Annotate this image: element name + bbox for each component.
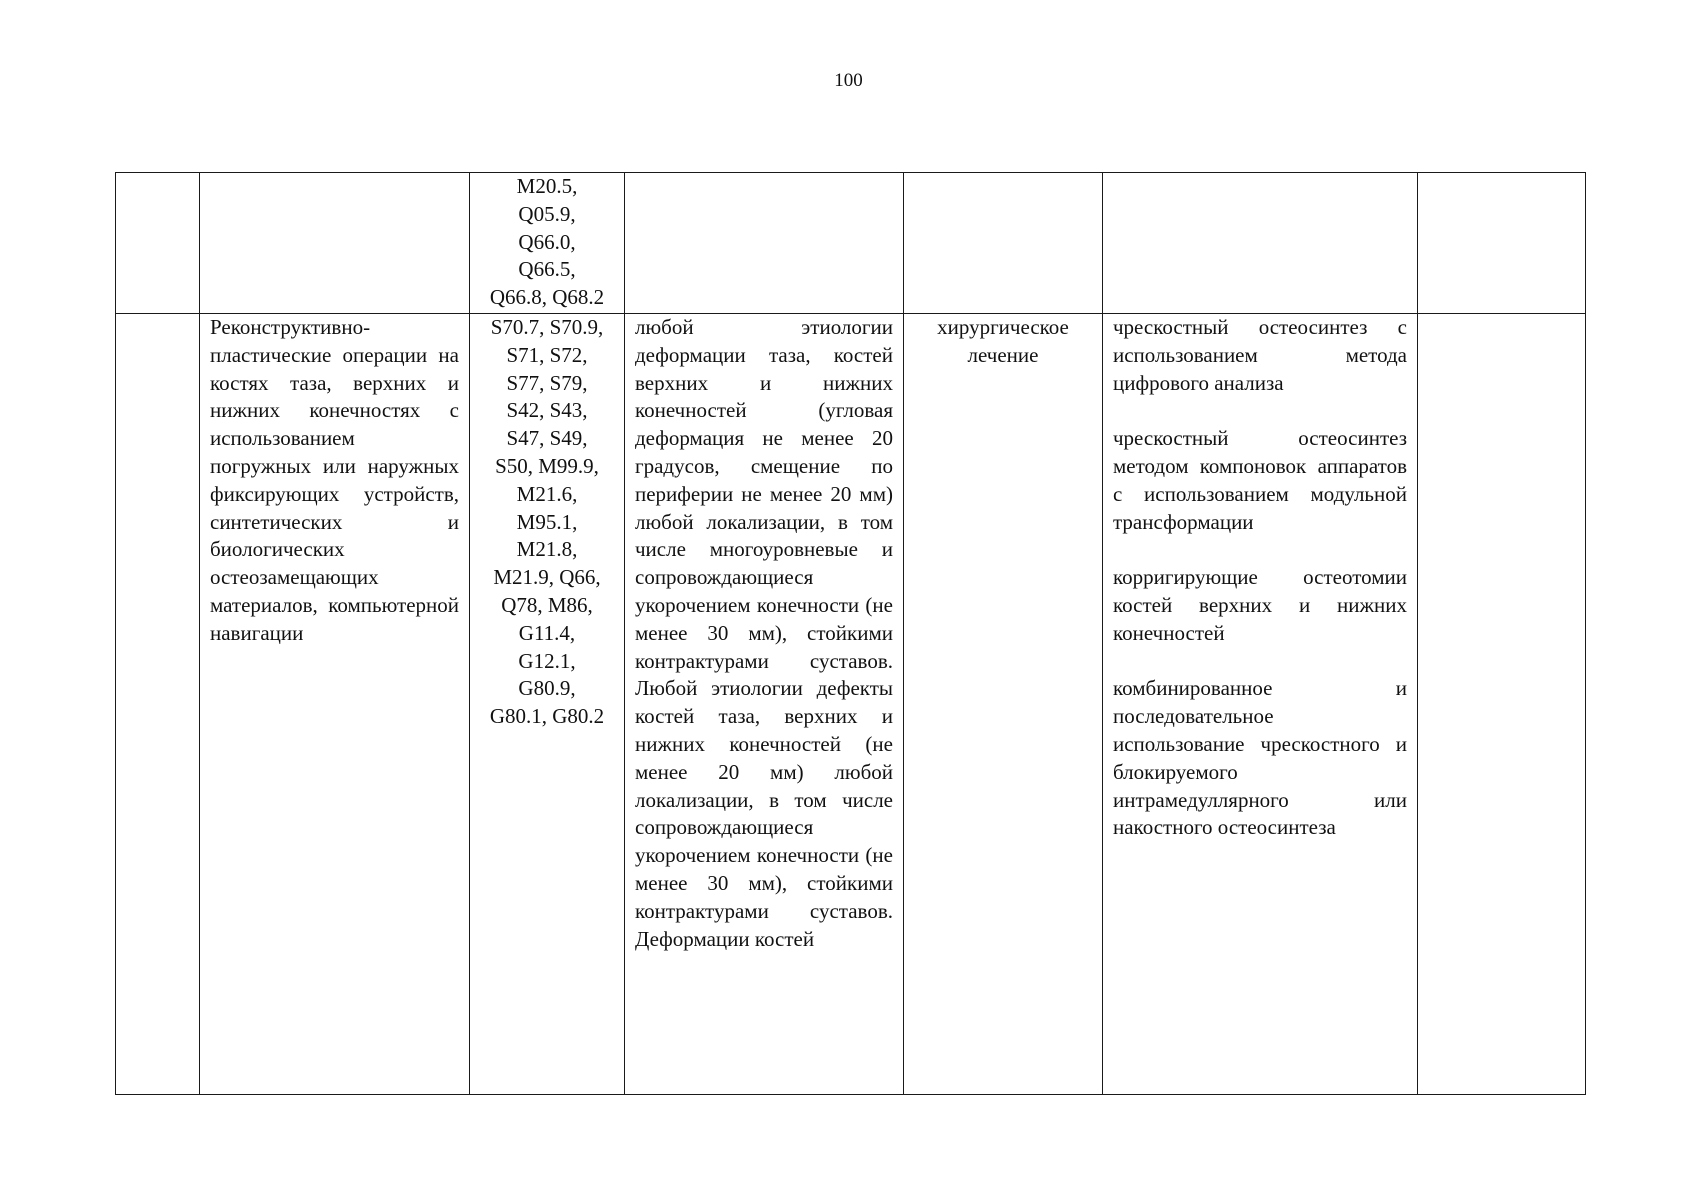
cell-model bbox=[625, 314, 904, 1095]
code-line: G80.9, bbox=[518, 676, 576, 701]
cell-model bbox=[625, 173, 904, 314]
cell-codes bbox=[470, 173, 625, 314]
code-line: M21.8, bbox=[516, 537, 578, 562]
code-line: M21.6, bbox=[516, 481, 578, 506]
code-line: Q66.0, bbox=[518, 229, 576, 254]
table-row bbox=[116, 173, 1586, 314]
code-line: S71, S72, bbox=[506, 342, 588, 367]
table-row bbox=[116, 314, 1586, 1095]
code-line: M95.1, bbox=[516, 509, 578, 534]
code-line: G80.1, G80.2 bbox=[489, 704, 605, 729]
code-line: S50, M99.9, bbox=[495, 453, 599, 478]
cell-codes bbox=[470, 314, 625, 1095]
code-line: S70.7, S70.9, bbox=[490, 315, 604, 339]
code-line: Q05.9, bbox=[518, 201, 576, 226]
cell-extra bbox=[1418, 173, 1586, 314]
code-line: S77, S79, bbox=[506, 370, 588, 395]
model-text: любой этиологии деформации таза, костей верхних и нижних конечностей (угловая деформация не менее 20 градусов, смещение по периферии не менее 20 мм) любой локализации, в том числе многоуровневые и сопровождающиеся укорочением конечности (не менее 30 мм), стойкими контрактурами суставов. Любой этиологии дефекты костей таза, верхних и нижних конечностей (не менее 20 мм) любой локализации, в том числе сопровождающиеся укорочением конечности (не менее 30 мм), стойкими контрактурами суставов. Деформации костей bbox=[635, 315, 893, 951]
code-line: Q78, M86, bbox=[501, 592, 593, 617]
cell-methods bbox=[1103, 314, 1418, 1095]
code-line: Q66.8, Q68.2 bbox=[489, 285, 605, 310]
method-item: чрескостный остеосинтез методом компоновок аппаратов с использованием модульной трансформации bbox=[1113, 426, 1407, 534]
code-line: M21.9, Q66, bbox=[493, 565, 601, 590]
cell-name: Реконструктивно-пластические операции на костях таза, верхних и нижних конечностях с использованием погружных или наружных фиксирующих устройств, синтетических и биологических остеозамещающих материалов, компьютерной навигации bbox=[200, 314, 470, 1095]
code-line: G12.1, bbox=[518, 648, 576, 673]
cell-number bbox=[116, 314, 200, 1095]
code-line: G11.4, bbox=[518, 620, 576, 645]
cell-methods bbox=[1103, 173, 1418, 314]
page-number: 100 bbox=[834, 70, 863, 91]
cell-treatment: хирургическое лечение bbox=[904, 314, 1103, 1095]
cell-extra bbox=[1418, 314, 1586, 1095]
cell-treatment bbox=[904, 173, 1103, 314]
method-item: комбинированное и последовательное использование чрескостного и блокируемого интрамедуллярного или накостного остеосинтеза bbox=[1113, 676, 1407, 840]
method-item: чрескостный остеосинтез с использованием метода цифрового анализа bbox=[1113, 315, 1407, 395]
code-line: S42, S43, bbox=[506, 398, 588, 423]
code-line: M20.5, bbox=[516, 174, 578, 198]
code-line: S47, S49, bbox=[506, 426, 588, 451]
code-line: Q66.5, bbox=[518, 257, 576, 282]
services-table bbox=[115, 172, 1586, 1095]
cell-name bbox=[200, 173, 470, 314]
cell-number bbox=[116, 173, 200, 314]
method-item: корригирующие остеотомии костей верхних и нижних конечностей bbox=[1113, 565, 1407, 645]
